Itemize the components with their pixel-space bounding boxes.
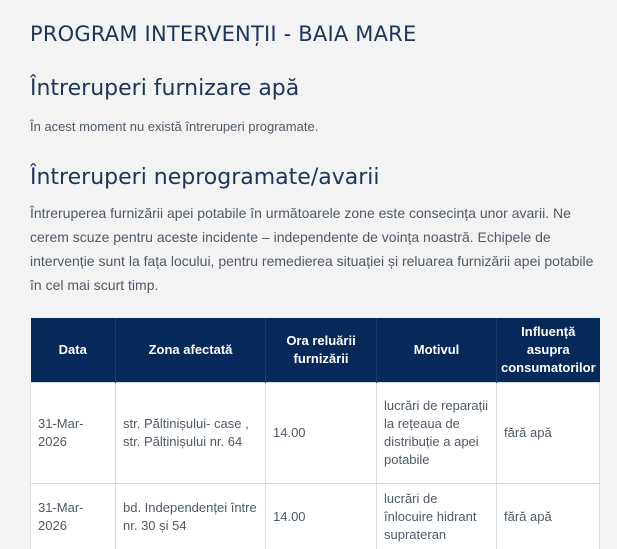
table-row: [31, 484, 600, 549]
column-header-impact: Influență asupra consumatorilor: [497, 318, 600, 383]
table-row: [31, 383, 600, 484]
column-header-zone: Zona afectată: [116, 318, 266, 383]
planned-interruptions-text: În acest moment nu există întreruperi programate.: [30, 119, 319, 134]
cell-impact: fără apă: [497, 484, 600, 549]
planned-interruptions-heading: Întreruperi furnizare apă: [30, 76, 300, 101]
table-header: [31, 318, 600, 383]
unplanned-interruptions-text: Întreruperea furnizării apei potabile în următoarele zone este consecința unor avarii. Ne cerem scuze pentru aceste incidente – independente de voința noastră. Echipele de intervenție sunt la fața locului, pentru remedierea situației și reluarea furnizării apei potabile în cel mai scurt timp.: [30, 205, 594, 293]
cell-zone: str. Păltinișului- case , str. Păltinișului nr. 64: [116, 383, 266, 484]
cell-reason: lucrări de reparații la rețeaua de distribuție a apei potabile: [377, 383, 497, 484]
unplanned-interruptions-heading: Întreruperi neprogramate/avarii: [30, 165, 380, 190]
cell-impact: fără apă: [497, 383, 600, 484]
page-title: PROGRAM INTERVENȚII - BAIA MARE: [30, 22, 417, 46]
cell-time: 14.00: [266, 383, 377, 484]
cell-time: 14.00: [266, 484, 377, 549]
cell-date: 31-Mar-2026: [31, 383, 116, 484]
cell-date: 31-Mar-2026: [31, 484, 116, 549]
interruptions-table: [30, 318, 600, 549]
column-header-resume-time: Ora reluării furnizării: [266, 318, 377, 383]
column-header-reason: Motivul: [377, 318, 497, 383]
column-header-date: Data: [31, 318, 116, 383]
cell-reason: lucrări de înlocuire hidrant suprateran: [377, 484, 497, 549]
cell-zone: bd. Independenței între nr. 30 și 54: [116, 484, 266, 549]
